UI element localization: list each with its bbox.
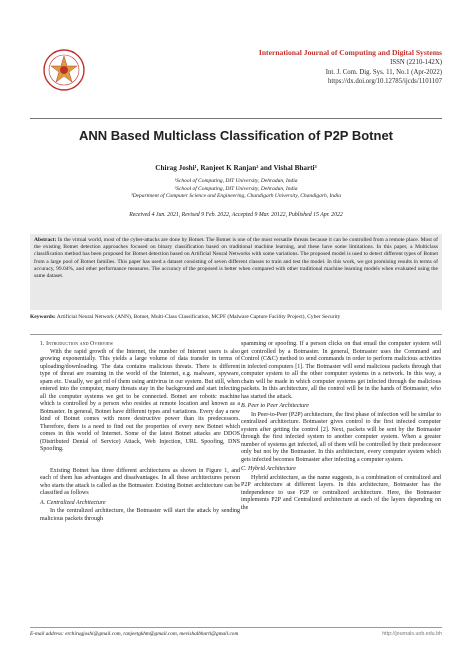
centralized-paragraph: In the centralized architecture, the Botmaster will start the attack by sending malicious packets through: [40, 508, 240, 522]
keywords: [30, 314, 442, 321]
affiliation-3: ³Department of Computer Science and Engineering, Chandigarh University, Chandigarh, India: [130, 193, 342, 200]
abstract-box: [30, 234, 442, 310]
author-emails: E-mail address: erchirugjoshi@gmail.com, ranjeetgkhm@gmail.com, mevishalbharti@gmail.com: [30, 631, 239, 637]
keywords-text: Artificial Neural Network (ANN), Botnet, Multi-Class Classification, MCPF (Malware Capture Facility Project), Cyber Security: [56, 314, 341, 320]
centralized-paragraph-cont: spamming or spoofing. If a person clicks on that email the computer system will get controlled by a Botmaster. In general, Botmaster uses the Command and Control (C&C) method to send commands in order to perform malicious activities in infected computers [1]. The Botmaster will send malicious packets through that computer system to all the other computer systems in a network. In this way, a chain will be made in which computer systems get infected through the malicious packets. In this architecture, all the control will be in the hands of Botmaster, who has started the attack.: [241, 341, 441, 400]
keywords-divider: [30, 334, 442, 335]
university-seal-logo: [42, 48, 86, 92]
journal-name: International Journal of Computing and Digital Systems: [258, 48, 442, 57]
hybrid-paragraph: Hybrid architecture, as the name suggests, is a combination of centralized and P2P architecture at different layers. In this architecture, Botmaster has the independence to use P2P or centralized architecture. Here, the Botmaster implements P2P and Centralized architecture at each of the layers depending on the: [241, 474, 441, 511]
received-dates: Received 4 Jun. 2021, Revised 9 Feb. 2022, Accepted 9 Mar. 20122, Published 15 Apr. 2022: [129, 212, 343, 218]
journal-info: [259, 48, 442, 87]
journal-issn: ISSN (2210-142X): [390, 59, 442, 66]
intro-paragraph-1: With the rapid growth of the Internet, the number of Internet users is also growing exponentially. This yields a large volume of data transfer in terms of uploading/downloading. The data contains malicious threats. There is different type of threat are roaming in the world of the Internet, e.g. malware, spyware, spam etc. Usually, we get rid of them using antivirus in our system. But still, when entered into the computer, many threats stay in the background and start infecting all the computer systems we get to be connected. Botnet are robotic machine which is controlled by a person who resides at remote location and known as a Botmaster. In general, Botnet have different types and variations. Every day a new kind of Botnet comes with more destructive power than its predecessors. Therefore, there is a need to find out the properties of every new Botnet which comes in this world of Internet. Some of the latest Botnet attacks are DDOS (Distributed Denial of Service) Attack, Web Injection, URL Spoofing, DNS Spoofing.: [40, 348, 240, 452]
abstract-label: Abstract:: [34, 237, 57, 243]
intro-paragraph-2: Existing Botnet has three different architectures as shown in Figure 1, and each of them has advantages and disadvantages. In all these architectures person who starts the attack is called as the Botmaster. Existing Botnet architecture can be classified as follows: [40, 467, 240, 496]
journal-url-link[interactable]: http://journals.uob.edu.bh: [382, 631, 442, 637]
p2p-paragraph: In Peer-to-Peer (P2P) architecture, the first phase of infection will be similar to centralized architecture. Botmaster gives control to the first infected computer system after getting the control [2]. Next, packets will be sent by the Botmaster through the first infected system to another computer system. When a greater number of systems get infected, all of them will be controlled by their predecessor only but not by the Botmaster. In this architecture, every computer system which gets infected becomes Botmaster after infecting a computer system.: [241, 411, 441, 463]
affiliation-1: ¹School of Computing, DIT University, Dehradun, India: [174, 178, 298, 184]
journal-header: [30, 48, 442, 110]
doi-link[interactable]: https://dx.doi.org/10.12785/ijcds/1101107: [328, 78, 442, 85]
affiliation-2: ²School of Computing, DIT University, Dehradun, India: [174, 185, 298, 192]
right-column: [241, 341, 441, 512]
header-divider: [30, 118, 442, 119]
keywords-label: Keywords:: [30, 314, 56, 320]
subsection-p2p: B. Peer to Peer Architecture: [241, 403, 309, 409]
affiliations: [30, 178, 442, 201]
section-heading-intro: 1. Introduction and Overview: [40, 341, 114, 347]
left-column: [40, 341, 240, 523]
footer-divider: [30, 627, 442, 628]
journal-citation: Int. J. Com. Dig. Sys. 11, No.1 (Apr-2022): [325, 68, 442, 76]
paper-authors: Chirag Joshi¹, Ranjeet K Ranjan² and Vishal Bharti³: [155, 164, 317, 172]
abstract-text: In the virtual world, most of the cyber-attacks are done by Botnet. The Botnet is one of the most versatile threats because it can be controlled from a remote place. Most of the existing Botnet detection approaches focused on binary classification based on traditional machine learning, and these have some limitations. In this paper, a Multiclass classification method has been proposed for Botnet detection based on Artificial Neural Networks with some variations. The proposed model is used to detect different types of Botnet from a large pool of Botnet families. This paper has used a dataset consisting of seven different classes to train and test the model. In this work, we got promising results in terms of accuracy, 99.04%, and other performance measures. The accuracy of the proposed is better when compared with other traditional machine learning models when evaluated using the same dataset.: [34, 237, 438, 280]
paper-title: ANN Based Multiclass Classification of P2P Botnet: [79, 128, 393, 143]
subsection-centralized: A. Centralized Architecture: [40, 499, 106, 506]
subsection-hybrid: C. Hybrid Architecture: [241, 466, 296, 472]
